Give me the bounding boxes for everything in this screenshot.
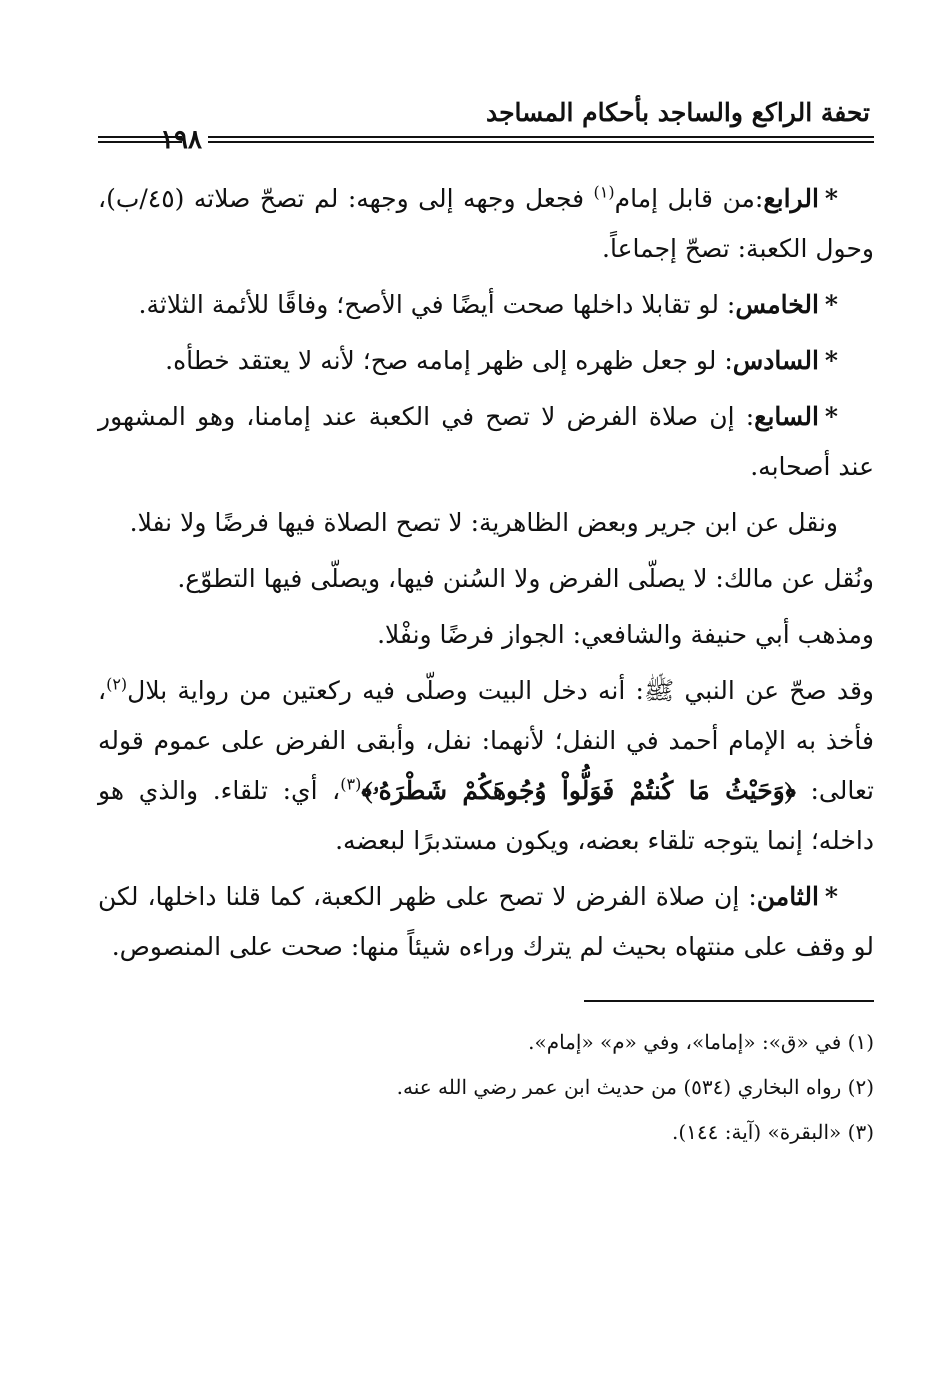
paragraph-fourth — [98, 174, 874, 274]
star-bullet: * — [824, 184, 838, 213]
paragraph-malik: ونُقل عن مالك: لا يصلّى الفرض ولا السُنن فيها، ويصلّى فيها التطوّع. — [177, 564, 874, 593]
paragraph-abu-hanifa: ومذهب أبي حنيفة والشافعي: الجواز فرضًا ونفْلا. — [377, 620, 874, 649]
paragraph-lead: السابع — [754, 402, 819, 431]
paragraph-lead: السادس — [732, 346, 819, 375]
quran-verse: ﴿وَحَيْثُ مَا كُنتُمْ فَوَلُّواْ وُجُوهَكُمْ شَطْرَهُۥ﴾ — [361, 776, 796, 805]
running-title: تحفة الراكع والساجد بأحكام المساجد — [485, 98, 870, 127]
paragraph-text: : لو جعل ظهره إلى ظهر إمامه صح؛ لأنه لا يعتقد خطأه. — [165, 346, 733, 375]
paragraph-text: :من قابل إمام — [614, 184, 764, 213]
footnote-2: (٢) رواه البخاري (٥٣٤) من حديث ابن عمر رضي الله عنه. — [396, 1075, 874, 1099]
paragraph-ibn-jarir: ونقل عن ابن جرير وبعض الظاهرية: لا تصح الصلاة فيها فرضًا ولا نفلا. — [129, 508, 838, 537]
paragraph-text: : إن صلاة الفرض لا تصح في الكعبة عند إمامنا، وهو المشهور عند أصحابه. — [98, 402, 874, 481]
star-bullet: * — [824, 290, 838, 319]
paragraph-lead: الخامس — [735, 290, 819, 319]
header-rule — [98, 136, 874, 138]
header-rule — [98, 141, 874, 143]
paragraph-lead: الرابع — [763, 184, 819, 213]
footnote-ref: (٢) — [106, 674, 128, 694]
paragraph-eighth — [98, 872, 874, 972]
footnote-separator — [584, 1000, 874, 1002]
paragraph-text: ، فأخذ به الإمام أحمد في النفل؛ لأنهما: نفل، وأبقى الفرض على عموم قوله تعالى: — [98, 676, 874, 805]
star-bullet: * — [824, 882, 838, 911]
paragraph-sixth — [98, 336, 874, 386]
paragraph-prophet — [98, 666, 874, 866]
paragraph-text: فجعل وجهه إلى وجهه: لم تصحّ صلاته (٤٥/ب)، وحول الكعبة: تصحّ إجماعاً. — [98, 184, 874, 263]
footnotes — [98, 1020, 874, 1155]
paragraph-text: : لو تقابلا داخلها صحت أيضًا في الأصح؛ وفاقًا للأئمة الثلاثة. — [138, 290, 736, 319]
page-number: ١٩٨ — [182, 124, 208, 156]
paragraph-text: : إن صلاة الفرض لا تصح على ظهر الكعبة، كما قلنا داخلها، لكن لو وقف على منتهاه بحيث لم يترك وراءه شيئاً منها: صحت على المنصوص. — [98, 882, 874, 961]
paragraph-seventh — [98, 392, 874, 492]
main-text — [98, 174, 874, 972]
paragraph-text: وقد صحّ عن النبي ﷺ: أنه دخل البيت وصلّى فيه ركعتين من رواية بلال — [127, 676, 874, 705]
star-bullet: * — [824, 402, 838, 431]
footnote-1: (١) في «ق»: «إماما»، وفي «م» «إمام». — [528, 1030, 874, 1054]
footnote-separator-wrap — [98, 978, 874, 1020]
book-page — [98, 92, 874, 1342]
page-header — [98, 92, 874, 156]
footnote-ref: (١) — [593, 182, 615, 202]
paragraph-lead: الثامن — [756, 882, 819, 911]
paragraph-fifth — [98, 280, 874, 330]
star-bullet: * — [824, 346, 838, 375]
paragraph-text: ، أي: تلقاء. والذي هو داخله؛ إنما يتوجه تلقاء بعضه، ويكون مستدبرًا لبعضه. — [98, 776, 874, 855]
footnote-3: (٣) «البقرة» (آية: ١٤٤). — [671, 1120, 874, 1144]
footnote-ref: (٣) — [340, 774, 362, 794]
